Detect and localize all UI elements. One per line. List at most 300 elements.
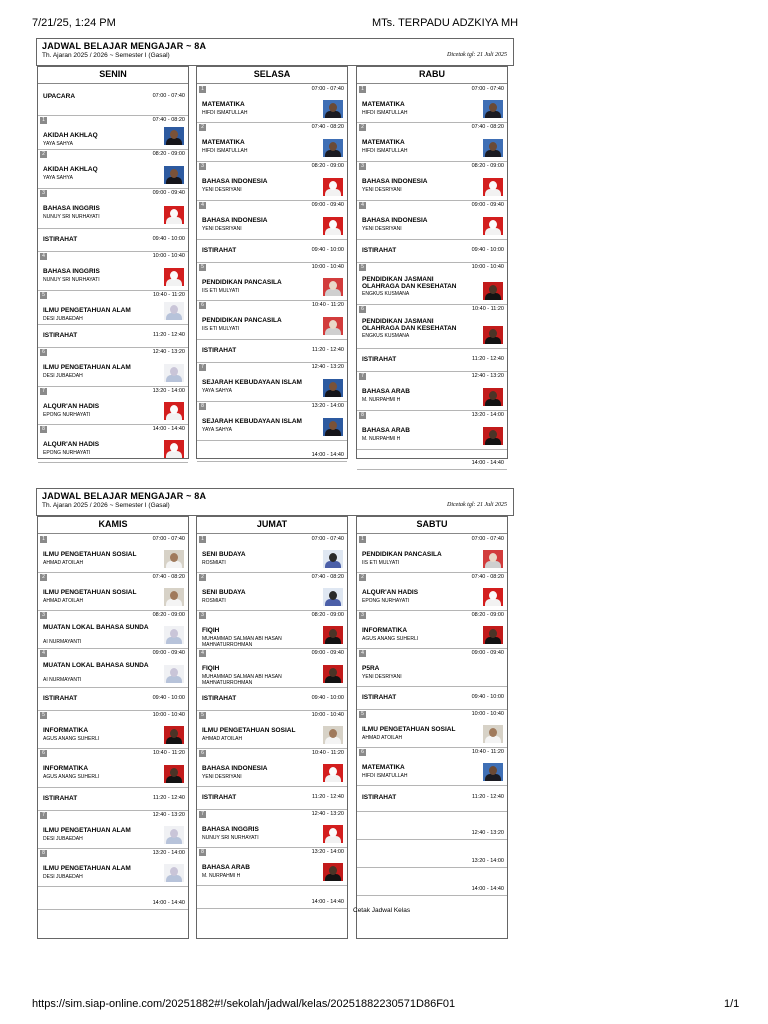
- teacher-name: IIS ETI MULYATI: [362, 560, 400, 566]
- photo-body: [485, 189, 501, 196]
- break-slot: [38, 84, 188, 116]
- slot-time: 09:40 - 10:00: [471, 694, 504, 700]
- break-label: ISTIRAHAT: [202, 695, 237, 702]
- subject-name: INFORMATIKA: [362, 627, 408, 634]
- photo-body: [166, 451, 182, 458]
- lesson-slot[interactable]: [197, 610, 347, 649]
- slot-time: 13:20 - 14:00: [311, 403, 344, 409]
- teacher-photo: [483, 282, 503, 300]
- period-number: 5: [199, 712, 206, 719]
- photo-head: [170, 305, 178, 314]
- photo-head: [170, 729, 178, 738]
- photo-head: [329, 220, 337, 229]
- teacher-photo: [323, 626, 343, 644]
- teacher-photo: [164, 302, 184, 320]
- teacher-name: ENGKUS KUSMANA: [362, 291, 410, 297]
- teacher-name: YAYA SAHYA: [202, 427, 232, 433]
- teacher-photo: [483, 388, 503, 406]
- empty-slot: [357, 839, 507, 868]
- teacher-photo: [483, 326, 503, 344]
- photo-body: [166, 313, 182, 320]
- day-header-senin: SENIN: [38, 67, 188, 84]
- photo-head: [329, 591, 337, 600]
- day-header-jumat: JUMAT: [197, 517, 347, 534]
- subject-name: MATEMATIKA: [362, 139, 405, 146]
- period-number: 3: [40, 190, 47, 197]
- period-number: 5: [359, 711, 366, 718]
- period-number: 5: [359, 264, 366, 271]
- photo-body: [325, 390, 341, 397]
- photo-body: [166, 217, 182, 224]
- photo-head: [489, 103, 497, 112]
- slot-time: 12:40 - 13:20: [471, 373, 504, 379]
- period-number: 1: [359, 86, 366, 93]
- teacher-photo: [323, 588, 343, 606]
- lesson-slot[interactable]: [357, 534, 507, 573]
- slot-time: 11:20 - 12:40: [311, 794, 344, 800]
- teacher-name: AGUS ANANG SUHERLI: [43, 774, 100, 780]
- photo-head: [489, 766, 497, 775]
- slot-time: 10:40 - 11:20: [311, 750, 344, 756]
- teacher-name: DESI JUBAEDAH: [43, 874, 83, 880]
- lesson-slot[interactable]: [38, 347, 188, 387]
- subject-name: BAHASA INDONESIA: [362, 217, 428, 224]
- photo-head: [329, 629, 337, 638]
- period-number: 8: [359, 412, 366, 419]
- printed-date: Dicetak tgl: 21 Juli 2025: [447, 52, 507, 58]
- photo-head: [170, 367, 178, 376]
- slot-time: 10:40 - 11:20: [471, 749, 504, 755]
- period-number: 1: [199, 86, 206, 93]
- teacher-name: AI NURMAYANTI: [43, 639, 82, 645]
- photo-head: [329, 181, 337, 190]
- subject-name: INFORMATIKA: [43, 765, 89, 772]
- lesson-slot[interactable]: [38, 386, 188, 425]
- photo-body: [325, 775, 341, 782]
- period-number: 6: [199, 750, 206, 757]
- lesson-slot[interactable]: [357, 648, 507, 687]
- teacher-name: M. NURPAHMI H: [362, 397, 401, 403]
- period-number: 6: [40, 750, 47, 757]
- lesson-slot[interactable]: [357, 747, 507, 786]
- teacher-name: YAYA SAHYA: [43, 141, 73, 147]
- teacher-name: AHMAD ATOILAH: [362, 735, 403, 741]
- photo-body: [166, 599, 182, 606]
- period-number: 5: [199, 264, 206, 271]
- lesson-slot[interactable]: [197, 847, 347, 886]
- teacher-photo: [323, 825, 343, 843]
- slot-time: 11:20 - 12:40: [152, 332, 185, 338]
- slot-time: 13:20 - 14:00: [152, 850, 185, 856]
- photo-head: [489, 220, 497, 229]
- teacher-photo: [164, 550, 184, 568]
- period-number: 2: [199, 574, 206, 581]
- break-slot: [38, 787, 188, 811]
- period-number: 3: [359, 612, 366, 619]
- lesson-slot[interactable]: [197, 710, 347, 749]
- photo-head: [329, 553, 337, 562]
- slot-time: 09:40 - 10:00: [152, 695, 185, 701]
- slot-time: 13:20 - 14:00: [152, 388, 185, 394]
- subject-name: MUATAN LOKAL BAHASA SUNDA: [43, 662, 149, 669]
- print-class-schedule-link[interactable]: Cetak Jadwal Kelas: [353, 907, 411, 914]
- slot-time: 14:00 - 14:40: [311, 452, 344, 458]
- period-number: 2: [40, 574, 47, 581]
- period-number: 7: [359, 373, 366, 380]
- teacher-name: AHMAD ATOILAH: [43, 598, 84, 604]
- lesson-slot[interactable]: [357, 610, 507, 649]
- lesson-slot[interactable]: [38, 188, 188, 229]
- photo-head: [489, 285, 497, 294]
- photo-head: [489, 181, 497, 190]
- empty-slot: [197, 440, 347, 462]
- teacher-photo: [323, 418, 343, 436]
- period-number: 7: [199, 364, 206, 371]
- teacher-name: EPONG NURHAYATI: [43, 450, 91, 456]
- break-slot: [357, 239, 507, 263]
- lesson-slot[interactable]: [357, 122, 507, 162]
- photo-body: [166, 413, 182, 420]
- photo-head: [489, 430, 497, 439]
- lesson-slot[interactable]: [357, 161, 507, 201]
- teacher-photo: [164, 440, 184, 458]
- lesson-slot[interactable]: [197, 534, 347, 573]
- photo-body: [485, 150, 501, 157]
- lesson-slot[interactable]: [197, 572, 347, 611]
- slot-time: 10:00 - 10:40: [311, 264, 344, 270]
- photo-body: [166, 676, 182, 683]
- period-number: 4: [359, 202, 366, 209]
- teacher-photo: [483, 763, 503, 781]
- photo-head: [489, 142, 497, 151]
- subject-name: PENDIDIKAN PANCASILA: [362, 551, 442, 558]
- photo-head: [170, 553, 178, 562]
- teacher-photo: [164, 726, 184, 744]
- slot-time: 07:00 - 07:40: [152, 93, 185, 99]
- day-column-rabu: [356, 66, 508, 466]
- subject-name: BAHASA INDONESIA: [202, 217, 268, 224]
- slot-time: 09:40 - 10:00: [152, 236, 185, 242]
- subject-name: SEJARAH KEBUDAYAAN ISLAM: [202, 418, 302, 425]
- break-slot: [38, 228, 188, 252]
- teacher-photo: [164, 402, 184, 420]
- slot-time: 09:00 - 09:40: [471, 202, 504, 208]
- lesson-slot[interactable]: [38, 115, 188, 150]
- teacher-photo: [164, 765, 184, 783]
- academic-year: Th. Ajaran 2025 / 2026 ~ Semester I (Gasal): [42, 502, 170, 509]
- slot-time: 11:20 - 12:40: [471, 794, 504, 800]
- slot-time: 14:00 - 14:40: [471, 886, 504, 892]
- teacher-photo: [323, 217, 343, 235]
- period-number: 3: [199, 612, 206, 619]
- slot-time: 07:40 - 08:20: [152, 574, 185, 580]
- period-number: 7: [40, 388, 47, 395]
- photo-body: [325, 189, 341, 196]
- teacher-name: NUNUY SRI NURHAYATI: [202, 835, 259, 841]
- lesson-slot[interactable]: [38, 424, 188, 463]
- teacher-name: EPONG NURHAYATI: [43, 412, 91, 418]
- slot-time: 07:00 - 07:40: [471, 86, 504, 92]
- browser-print-header: [0, 0, 768, 40]
- lesson-slot[interactable]: [197, 648, 347, 688]
- period-number: 1: [40, 117, 47, 124]
- photo-head: [489, 329, 497, 338]
- subject-name: BAHASA ARAB: [362, 388, 410, 395]
- break-label: ISTIRAHAT: [362, 694, 397, 701]
- lesson-slot[interactable]: [357, 572, 507, 611]
- slot-time: 07:00 - 07:40: [311, 536, 344, 542]
- teacher-photo: [323, 863, 343, 881]
- teacher-name: YAYA SAHYA: [202, 388, 232, 394]
- photo-body: [166, 737, 182, 744]
- printed-date: Dicetak tgl: 21 Juli 2025: [447, 502, 507, 508]
- period-number: 4: [199, 202, 206, 209]
- period-number: 4: [359, 650, 366, 657]
- photo-body: [325, 561, 341, 568]
- teacher-name: ROSMIATI: [202, 598, 226, 604]
- lesson-slot[interactable]: [197, 200, 347, 240]
- slot-time: 07:40 - 08:20: [152, 117, 185, 123]
- lesson-slot[interactable]: [38, 534, 188, 573]
- subject-name: ILMU PENGETAHUAN SOSIAL: [362, 726, 456, 733]
- photo-head: [170, 209, 178, 218]
- slot-time: 10:40 - 11:20: [471, 306, 504, 312]
- schedule-title: JADWAL BELAJAR MENGAJAR ~ 8A: [42, 491, 207, 501]
- lesson-slot[interactable]: [38, 648, 188, 688]
- subject-name: ILMU PENGETAHUAN ALAM: [43, 307, 131, 314]
- teacher-photo: [323, 317, 343, 335]
- period-number: 4: [40, 253, 47, 260]
- subject-name: PENDIDIKAN PANCASILA: [202, 279, 282, 286]
- teacher-photo: [323, 100, 343, 118]
- photo-body: [325, 289, 341, 296]
- slot-time: 12:40 - 13:20: [152, 349, 185, 355]
- photo-body: [325, 676, 341, 683]
- lesson-slot[interactable]: [357, 709, 507, 748]
- lesson-slot[interactable]: [197, 262, 347, 301]
- day-column-selasa: [196, 66, 348, 459]
- teacher-photo: [164, 864, 184, 882]
- lesson-slot[interactable]: [38, 810, 188, 849]
- break-slot: [357, 348, 507, 372]
- period-number: 8: [199, 403, 206, 410]
- period-number: 6: [40, 349, 47, 356]
- teacher-name: EPONG NURHAYATI: [362, 598, 410, 604]
- lesson-slot[interactable]: [38, 149, 188, 189]
- teacher-name: HIFDI ISMATULLAH: [202, 110, 248, 116]
- slot-time: 07:40 - 08:20: [311, 574, 344, 580]
- lesson-slot[interactable]: [38, 848, 188, 887]
- teacher-name: M. NURPAHMI H: [202, 873, 241, 879]
- photo-head: [329, 729, 337, 738]
- break-label: ISTIRAHAT: [43, 795, 78, 802]
- teacher-name: NUNUY SRI NURHAYATI: [43, 214, 100, 220]
- lesson-slot[interactable]: [197, 122, 347, 162]
- lesson-slot[interactable]: [38, 251, 188, 291]
- break-slot: [197, 687, 347, 711]
- photo-head: [329, 421, 337, 430]
- photo-body: [485, 111, 501, 118]
- break-label: ISTIRAHAT: [362, 794, 397, 801]
- teacher-name: YENI DESRIYANI: [202, 774, 242, 780]
- page-url: https://sim.siap-online.com/20251882#!/sekolah/jadwal/kelas/20251882230571D86F01: [32, 998, 456, 1010]
- schedule-title-box: [36, 38, 514, 66]
- photo-body: [325, 228, 341, 235]
- break-label: ISTIRAHAT: [362, 247, 397, 254]
- teacher-name: AGUS ANANG SUHERLI: [362, 636, 419, 642]
- subject-name: SEJARAH KEBUDAYAAN ISLAM: [202, 379, 302, 386]
- teacher-name: M. NURPAHMI H: [362, 436, 401, 442]
- subject-name: MATEMATIKA: [202, 101, 245, 108]
- subject-name: INFORMATIKA: [43, 727, 89, 734]
- period-number: 1: [359, 536, 366, 543]
- subject-name: AKIDAH AKHLAQ: [43, 132, 98, 139]
- slot-time: 10:40 - 11:20: [311, 302, 344, 308]
- print-datetime: 7/21/25, 1:24 PM: [32, 17, 116, 29]
- subject-name: MATEMATIKA: [362, 101, 405, 108]
- lesson-slot[interactable]: [197, 300, 347, 340]
- empty-slot: [357, 811, 507, 840]
- lesson-slot[interactable]: [357, 371, 507, 411]
- subject-name: ALQUR'AN HADIS: [362, 589, 419, 596]
- subject-name: ILMU PENGETAHUAN SOSIAL: [43, 551, 137, 558]
- teacher-photo: [164, 268, 184, 286]
- teacher-name: DESI JUBAEDAH: [43, 316, 83, 322]
- period-number: 7: [40, 812, 47, 819]
- teacher-photo: [483, 550, 503, 568]
- period-number: 4: [199, 650, 206, 657]
- photo-body: [485, 774, 501, 781]
- photo-body: [166, 561, 182, 568]
- teacher-photo: [323, 139, 343, 157]
- slot-time: 13:20 - 14:00: [471, 412, 504, 418]
- photo-head: [489, 553, 497, 562]
- subject-name: BAHASA INGGRIS: [43, 205, 100, 212]
- photo-head: [329, 103, 337, 112]
- slot-time: 14:00 - 14:40: [471, 460, 504, 466]
- teacher-photo: [483, 100, 503, 118]
- slot-time: 10:00 - 10:40: [152, 253, 185, 259]
- subject-name: SENI BUDAYA: [202, 589, 246, 596]
- subject-name: BAHASA ARAB: [362, 427, 410, 434]
- subject-name: BAHASA INGGRIS: [43, 268, 100, 275]
- photo-head: [329, 668, 337, 677]
- teacher-photo: [164, 588, 184, 606]
- day-column-sabtu: [356, 516, 508, 939]
- slot-time: 08:20 - 09:00: [311, 163, 344, 169]
- lesson-slot[interactable]: [197, 161, 347, 201]
- period-number: 8: [199, 849, 206, 856]
- break-label: ISTIRAHAT: [43, 236, 78, 243]
- teacher-name: NUNUY SRI NURHAYATI: [43, 277, 100, 283]
- slot-time: 09:00 - 09:40: [311, 202, 344, 208]
- teacher-name: YENI DESRIYANI: [362, 226, 402, 232]
- subject-name: FIQIH: [202, 627, 220, 634]
- period-number: 6: [199, 302, 206, 309]
- photo-body: [485, 561, 501, 568]
- teacher-photo: [323, 550, 343, 568]
- lesson-slot[interactable]: [38, 748, 188, 788]
- photo-body: [325, 874, 341, 881]
- lesson-slot[interactable]: [38, 290, 188, 325]
- period-number: 8: [40, 426, 47, 433]
- photo-body: [485, 399, 501, 406]
- photo-body: [166, 875, 182, 882]
- period-number: 5: [40, 292, 47, 299]
- break-label: ISTIRAHAT: [43, 332, 78, 339]
- photo-body: [325, 599, 341, 606]
- lesson-slot[interactable]: [357, 410, 507, 450]
- teacher-name: IIS ETI MULYATI: [202, 326, 240, 332]
- teacher-name: IIS ETI MULYATI: [202, 288, 240, 294]
- lesson-slot[interactable]: [357, 84, 507, 123]
- lesson-slot[interactable]: [197, 748, 347, 787]
- period-number: 2: [40, 151, 47, 158]
- slot-time: 14:00 - 14:40: [152, 426, 185, 432]
- photo-body: [325, 328, 341, 335]
- teacher-photo: [323, 278, 343, 296]
- slot-time: 10:00 - 10:40: [471, 711, 504, 717]
- period-number: 6: [359, 749, 366, 756]
- lesson-slot[interactable]: [38, 610, 188, 649]
- slot-time: 09:00 - 09:40: [152, 650, 185, 656]
- empty-slot: [357, 867, 507, 896]
- teacher-name: AGUS ANANG SUHERLI: [43, 736, 100, 742]
- slot-time: 08:20 - 09:00: [471, 163, 504, 169]
- photo-body: [166, 637, 182, 644]
- lesson-slot[interactable]: [197, 401, 347, 441]
- lesson-slot[interactable]: [357, 200, 507, 240]
- lesson-slot[interactable]: [357, 304, 507, 349]
- lesson-slot[interactable]: [38, 710, 188, 749]
- subject-name: BAHASA ARAB: [202, 864, 250, 871]
- period-number: 5: [40, 712, 47, 719]
- lesson-slot[interactable]: [197, 84, 347, 123]
- teacher-name: AHMAD ATOILAH: [43, 560, 84, 566]
- photo-head: [329, 828, 337, 837]
- empty-slot: [197, 885, 347, 909]
- slot-time: 07:40 - 08:20: [471, 574, 504, 580]
- photo-head: [170, 629, 178, 638]
- subject-name: MUATAN LOKAL BAHASA SUNDA: [43, 624, 149, 631]
- subject-name: BAHASA INDONESIA: [202, 765, 268, 772]
- break-slot: [197, 339, 347, 363]
- photo-head: [170, 271, 178, 280]
- teacher-name: YENI DESRIYANI: [362, 187, 402, 193]
- teacher-photo: [164, 206, 184, 224]
- photo-body: [325, 737, 341, 744]
- photo-head: [329, 320, 337, 329]
- lesson-slot[interactable]: [38, 572, 188, 611]
- schedule-title-box: [36, 488, 514, 516]
- photo-body: [485, 438, 501, 445]
- subject-name: ILMU PENGETAHUAN ALAM: [43, 827, 131, 834]
- school-name: MTs. TERPADU ADZKIYA MH: [372, 17, 519, 29]
- break-slot: [197, 786, 347, 810]
- photo-head: [170, 130, 178, 139]
- lesson-slot[interactable]: [197, 809, 347, 848]
- slot-time: 13:20 - 14:00: [311, 849, 344, 855]
- teacher-photo: [164, 665, 184, 683]
- photo-head: [170, 867, 178, 876]
- teacher-name: YENI DESRIYANI: [362, 674, 402, 680]
- slot-time: 07:00 - 07:40: [152, 536, 185, 542]
- slot-time: 12:40 - 13:20: [471, 830, 504, 836]
- lesson-slot[interactable]: [357, 262, 507, 305]
- period-number: 6: [359, 306, 366, 313]
- lesson-slot[interactable]: [197, 362, 347, 402]
- teacher-photo: [483, 588, 503, 606]
